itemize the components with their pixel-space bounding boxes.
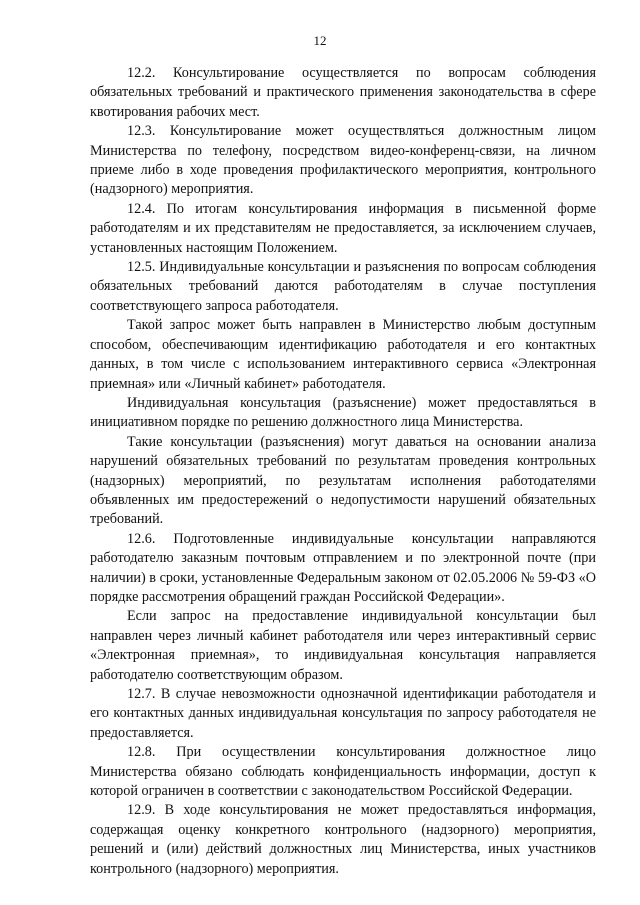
paragraph-12-5: 12.5. Индивидуальные консультации и разъяснения по вопросам соблюдения обязательных требований даются работодателям в случае поступления соответствующего запроса работодателя. (90, 259, 596, 314)
paragraph-12-8: 12.8. При осуществлении консультирования должностное лицо Министерства обязано соблюдать конфиденциальность информации, доступ к которой ограничен в соответствии с законодательством Российской Федерации. (90, 744, 596, 800)
paragraph-12-6: 12.6. Подготовленные индивидуальные консультации направляются работодателю заказным почтовым отправлением и по электронной почте (при наличии) в сроки, установленные Федеральным законом от 02.05.2006 № 59-ФЗ «О порядке рассмотрения обращений граждан Российской Федерации». (90, 530, 596, 605)
paragraph-12-7: 12.7. В случае невозможности однозначной идентификации работодателя и его контактных данных индивидуальная консультация по запросу работодателя не предоставляется. (90, 686, 596, 741)
paragraph-consultation-basis: Такие консультации (разъяснения) могут даваться на основании анализа нарушений обязательных требований по результатам проведения контрольных (надзорных) мероприятий, по результатам исполнения работодателями объявленных им предостережений о недопустимости нарушений обязательных требований. (90, 433, 596, 528)
paragraph-12-4: 12.4. По итогам консультирования информация в письменной форме работодателям и их представителям не предоставляется, за исключением случаев, установленных настоящим Положением. (90, 200, 596, 256)
paragraph-12-9: 12.9. В ходе консультирования не может предоставляться информация, содержащая оценку конкретного контрольного (надзорного) мероприятия, решений и (или) действий должностных лиц Министерства, иных участников контрольного (надзорного) мероприятия. (90, 802, 596, 877)
paragraph-12-2: 12.2. Консультирование осуществляется по вопросам соблюдения обязательных требований и практического применения законодательства в сфере квотирования рабочих мест. (90, 65, 596, 120)
paragraph-request-method: Такой запрос может быть направлен в Министерство любым доступным способом, обеспечивающим идентификацию работодателя и его контактных данных, в том числе с использованием интерактивного сервиса «Электронная приемная» или «Личный кабинет» работодателя. (90, 317, 596, 392)
paragraph-12-3: 12.3. Консультирование может осуществляться должностным лицом Министерства по телефону, посредством видео-конференц-связи, на личном приеме либо в ходе проведения профилактического мероприятия, контрольного (надзорного) мероприятия. (90, 123, 596, 198)
paragraph-electronic-request: Если запрос на предоставление индивидуальной консультации был направлен через личный кабинет работодателя или через интерактивный сервис «Электронная приемная», то индивидуальная консультация направляется работодателю соответствующим образом. (90, 608, 596, 683)
page-number: 12 (313, 33, 327, 48)
paragraph-initiative-consultation: Индивидуальная консультация (разъяснение) может предоставляться в инициативном порядке по решению должностного лица Министерства. (90, 394, 596, 431)
document-body (90, 64, 596, 879)
